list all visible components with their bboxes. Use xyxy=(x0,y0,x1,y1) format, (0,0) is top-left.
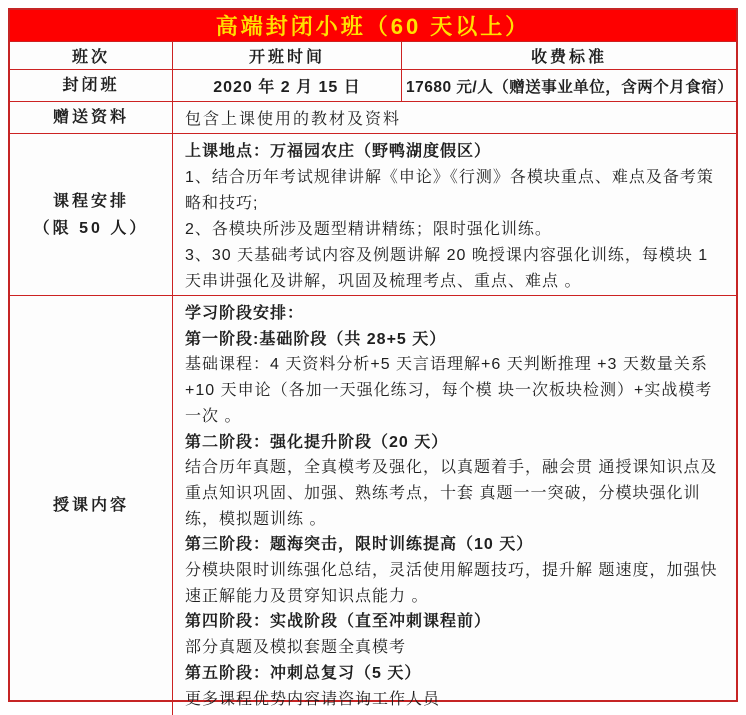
materials-row xyxy=(10,101,736,133)
table-header-row xyxy=(10,41,736,69)
closed-class-label: 封闭班 xyxy=(62,77,120,94)
class-location: 上课地点：万福园农庄（野鸭湖度假区） xyxy=(185,143,492,160)
stage-3-body: 分模块限时训练强化总结，灵活使用解题技巧，提升解 题速度，加强快速正解能力及贯穿知识点能力 。 xyxy=(185,562,718,605)
arrangement-item: 3、30 天基础考试内容及例题讲解 20 晚授课内容强化训练，每模块 1 天串讲强化及讲解，巩固及梳理考点、重点、难点 。 xyxy=(185,247,709,290)
header-start-time-column: 开班时间 xyxy=(172,42,401,69)
materials-label: 赠送资料 xyxy=(52,109,129,126)
start-date-value: 2020 年 2 月 15 日 xyxy=(172,70,401,101)
arrangement-label-line1: 课程安排 xyxy=(52,192,129,210)
stage-5-title: 第五阶段：冲刺总复习（5 天） xyxy=(185,664,422,682)
arrangement-row xyxy=(10,133,736,295)
closed-class-row xyxy=(10,69,736,101)
stage-2-body: 结合历年真题，全真模考及强化，以真题着手，融会贯 通授课知识点及重点知识巩固、加强、熟练考点，十套 真题一一突破，分模块强化训练，模拟题训练 。 xyxy=(185,459,718,528)
teaching-content-row xyxy=(10,295,736,715)
header-class-column: 班次 xyxy=(71,49,110,66)
stage-2-title: 第二阶段：强化提升阶段（20 天） xyxy=(185,433,449,451)
page-title: 高端封闭小班（60 天以上） xyxy=(215,14,531,39)
stage-4-title: 第四阶段：实战阶段（直至冲刺课程前） xyxy=(185,613,492,631)
stage-1-body: 基础课程：4 天资料分析+5 天言语理解+6 天判断推理 +3 天数量关系+10 天申论（各加一天强化练习，每个模 块一次板块检测）+实战模考一次 。 xyxy=(185,356,713,425)
materials-content: 包含上课使用的教材及资料 xyxy=(172,102,736,133)
arrangement-label xyxy=(10,134,172,295)
stages-heading: 学习阶段安排： xyxy=(185,305,305,322)
stage-3-title: 第三阶段：题海突击，限时训练提高（10 天） xyxy=(185,536,534,554)
title-band xyxy=(10,10,736,41)
arrangement-label-line2: （限 50 人） xyxy=(33,219,149,237)
arrangement-item: 2、各模块所涉及题型精讲精练；限时强化训练。 xyxy=(185,221,552,238)
arrangement-item: 1、结合历年考试规律讲解《申论》《行测》各模块重点、难点及备考策略和技巧; xyxy=(185,169,714,212)
header-fee-column: 收费标准 xyxy=(401,42,736,69)
arrangement-content xyxy=(172,134,736,295)
teaching-content xyxy=(172,296,736,715)
stage-4-body: 部分真题及模拟套题全真模考 xyxy=(185,639,407,657)
fee-value: 17680 元/人（赠送事业单位，含两个月食宿） xyxy=(401,70,736,101)
teaching-content-label: 授课内容 xyxy=(52,497,129,515)
course-table xyxy=(8,8,738,708)
stage-1-title: 第一阶段:基础阶段（共 28+5 天） xyxy=(185,330,447,348)
stage-5-body: 更多课程优势内容请咨询工作人员 xyxy=(185,690,441,708)
